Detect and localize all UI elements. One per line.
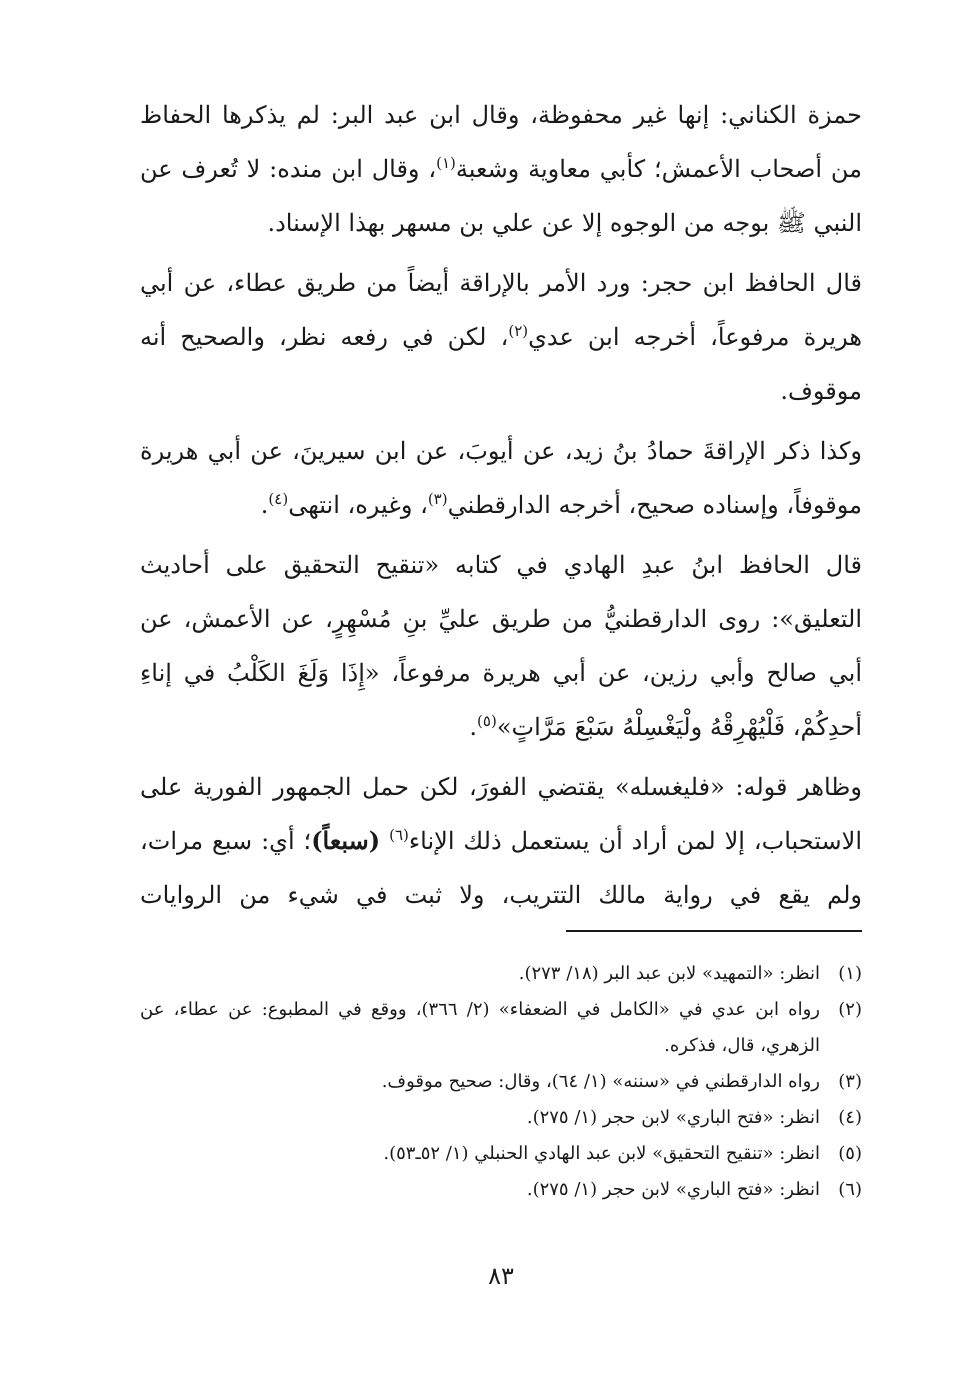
text-run: ؛ أي: سبع مرات، ولم يقع في رواية مالك التتريب، ولا ثبت في شيء من الروايات	[140, 827, 862, 909]
footnotes	[140, 956, 862, 1208]
paragraph	[140, 538, 862, 754]
footnote-number: (٦)	[838, 1179, 862, 1200]
text-run: ، وغيره، انتهى	[288, 491, 428, 519]
footnote-number: (٥)	[838, 1143, 862, 1164]
text-run: حمزة الكناني: إنها غير محفوظة، وقال ابن عبد البر: لم يذكرها الحفاظ من أصحاب الأعمش؛ كأبي معاوية وشعبة	[140, 101, 862, 183]
text-run: قال الحافظ ابن حجر: ورد الأمر بالإراقة أيضاً من طريق عطاء، عن أبي هريرة مرفوعاً، أخرجه ابن عدي	[140, 269, 862, 351]
text-run: .	[260, 491, 269, 519]
emphasized-text: (سبعاً)	[311, 826, 381, 855]
footnote	[140, 1136, 862, 1172]
footnote	[140, 992, 862, 1064]
page-number: ٨٣	[488, 1262, 514, 1290]
footnote-number: (٢)	[838, 999, 862, 1020]
text-run: .	[469, 713, 478, 741]
footnote-text: انظر: «تنقيح التحقيق» لابن عبد الهادي الحنبلي (١/ ٥٢ـ٥٣).	[383, 1143, 820, 1164]
footnote-text: رواه ابن عدي في «الكامل في الضعفاء» (٢/ ٣٦٦)، ووقع في المطبوع: عن عطاء، عن الزهري، قال، فذكره.	[140, 999, 820, 1056]
footnote-number: (٣)	[838, 1071, 862, 1092]
footnote-marker: (٥)	[477, 712, 497, 730]
footnote-marker: (٢)	[508, 322, 529, 340]
footnote-marker: (١)	[436, 154, 456, 172]
footnote-number: (٤)	[838, 1107, 862, 1128]
footnote-marker: (٤)	[268, 490, 289, 508]
text-run: قال الحافظ ابنُ عبدِ الهادي في كتابه «تنقيح التحقيق على أحاديث التعليق»: روى الدارقطنيُّ من طريق عليِّ بنِ مُسْهِرٍ، عن الأعمش، عن أبي صالح وأبي رزين، عن أبي هريرة مرفوعاً، «إِذَا وَلَغَ الكَلْبُ في إناءِ أحدِكُمْ، فَلْيُهْرِقْهُ ولْيَغْسِلْهُ سَبْعَ مَرَّاتٍ»	[140, 551, 862, 741]
footnote-text: انظر: «فتح الباري» لابن حجر (١/ ٢٧٥).	[526, 1179, 820, 1200]
book-page	[140, 0, 862, 1378]
footnote	[140, 1064, 862, 1100]
paragraph	[140, 88, 862, 250]
footnote-marker: (٦)	[389, 826, 409, 844]
footnote-text: رواه الدارقطني في «سننه» (١/ ٦٤)، وقال: صحيح موقوف.	[381, 1071, 820, 1092]
footnote	[140, 1172, 862, 1208]
footnote-text: انظر: «التمهيد» لابن عبد البر (١٨/ ٢٧٣).	[518, 963, 820, 984]
text-run	[380, 827, 389, 855]
text-run: ، وقال ابن منده: لا تُعرف عن النبي ﷺ بوجه من الوجوه إلا عن علي بن مسهر بهذا الإسناد.	[140, 155, 862, 237]
paragraph	[140, 760, 862, 922]
footnote-separator	[566, 930, 862, 932]
footnote	[140, 1100, 862, 1136]
footnote-marker: (٣)	[427, 490, 448, 508]
footnote-text: انظر: «فتح الباري» لابن حجر (١/ ٢٧٥).	[526, 1107, 820, 1128]
footnote	[140, 956, 862, 992]
body-text	[140, 88, 862, 928]
text-run: وكذا ذكر الإراقةَ حمادُ بنُ زيد، عن أيوبَ، عن ابن سيرينَ، عن أبي هريرة موقوفاً، وإسناده صحيح، أخرجه الدارقطني	[140, 437, 862, 519]
text-run: ، لكن في رفعه نظر، والصحيح أنه موقوف.	[140, 323, 862, 405]
text-run: وظاهر قوله: «فليغسله» يقتضي الفورَ، لكن حمل الجمهور الفورية على الاستحباب، إلا لمن أراد أن يستعمل ذلك الإناء	[140, 773, 862, 855]
paragraph	[140, 256, 862, 418]
footnote-number: (١)	[838, 963, 862, 984]
paragraph	[140, 424, 862, 532]
